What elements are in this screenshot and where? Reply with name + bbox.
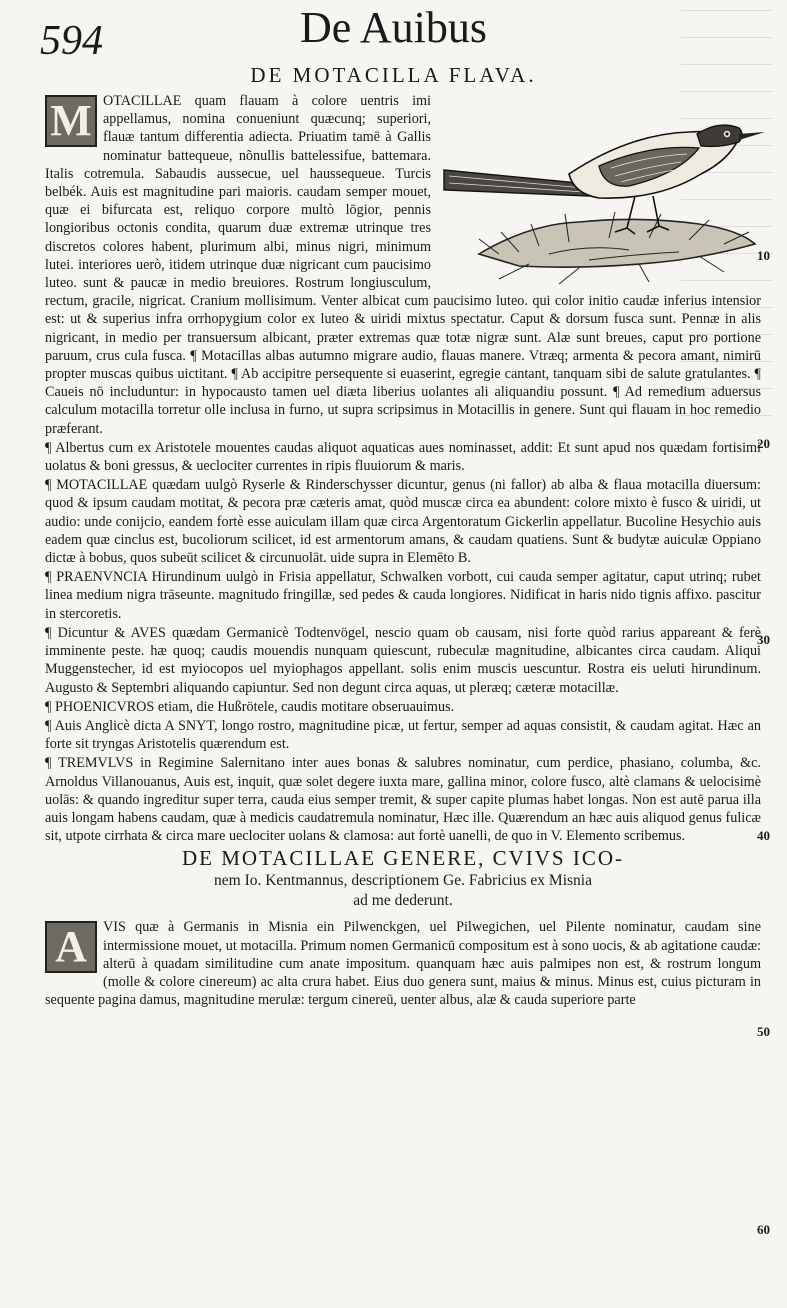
paragraph: ¶ Auis Anglicè dicta A SNYT, longo rostro, magnitudine picæ, ut fertur, semper ad aquas consistit, & caudam agitat. Hæc an forte sit tryngas Aristotelis quærendum est. bbox=[45, 717, 761, 753]
paragraph-text: VIS quæ à Germanis in Misnia ein Pilwenckgen, uel Pilwegichen, uel Pilente nominatur, caudam sine intermissione mouet, ut motacilla. Primum nomen Germanicū compositum est à sono uocis, & ab agitatione caudæ: alterū à quadam similitudine cum anate impositum. quanquam hæc auis palmipes non est, & rostrum longum (molle & colore cinereum) ac alta crura habet. Eius duo genera sunt, maius & minus. Minus est, cuius picturam in sequente pagina damus, magnitudine merulæ: tergum cinereū, uenter albus, alæ & cauda superiore parte bbox=[45, 919, 761, 1009]
wagtail-bird-woodcut-icon bbox=[439, 104, 769, 286]
paragraph: ¶ MOTACILLAE quædam uulgò Ryserle & Rinderschysser dicuntur, genus (ni fallor) ab alba & flaua motacilla diuersum: quod & ipsum caudam motitat, & pecora præ cæteris amat, quòd muscæ circa ea abundent: colore mixto è fusco & uiridi, ut audio: unde conijcio, eandem fortè esse auiculam illam quæ circa Argentoratum Gickerlin appellatur. Bucoline Hesychio auis eadem quæ cinclus est, bucoliorum scilicet, id est armentorum amans, & caudam quatiens. Sunt & budytæ auiculæ Oppiano dictæ à bobus, quos subeūt scilicet & circunuolāt. uide supra in Elemēto B. bbox=[45, 477, 761, 567]
section-heading-line: nem Io. Kentmannus, descriptionem Ge. Fabricius ex Misnia bbox=[214, 872, 592, 890]
section-heading-line: ad me dederunt. bbox=[353, 892, 453, 910]
paragraph: ¶ Albertus cum ex Aristotele mouentes caudas aliquot aquaticas aues nominasset, addit: Et sunt apud nos quædam fortisimi uolatus & boni gressus, & ueclociter currentes in ripis fluuiorum & maris. bbox=[45, 439, 761, 475]
paragraph: ¶ PHOENICVROS etiam, die Hußrötele, caudis motitare obseruauimus. bbox=[45, 698, 455, 715]
paragraph-text: OTACILLAE quam flauam à colore uentris imi appellamus, nomina conueniunt quæcunq; superiori, flauæ tantum differentia adiecta. Priuatim tamē à Gallis nominatur battequeue, nõnullis battelessifue, battemara. Italis cotremula. Sabaudis aussecue, uel haussequeue. Turcis belbék. Auis est magnitudine pari maioris. caudam semper mouet, quæ ei bifurcata est, reliquo corpore multò lōgior, pennis longioribus octonis condita, quarum duæ extremæ utrinque tres discretos colores habent, plurimum albi, minus nigri, minimum lutei. interiores uerò, itidem utrinque duæ nigricant cum paucisimo luteo. sunt & paucæ in medio breuiores. Rostrum longiusculum, rectum, gracile, nigricat. Cranium mollisimum. Venter albicat cum paucisimo luteo. qui color initio caudæ inferius intensior est: ut & superius infra orrhopygium color ex luteo & uiridi mixtus spectatur. Caput & dorsum fusca sunt. Pennæ in alis nigricant, in medio per transuersum albicant, præter extremas quæ totæ nigræ sunt. Alæ sunt breues, caput pro portione paruum, crus cula fusca. ¶ Motacillas albas autumno migrare audio, flauas manere. Vtræq; armenta & pecora amant, nimirū propter muscas quibus uictitant. ¶ Ab accipitre persequente si euaserint, egregie cantant, tanquam sibi de salute gratulantes. ¶ Caueis nō includuntur: in hypocausto tamen uel diæta liberius uolantes ali aliquandiu possunt. ¶ Ad remedium aduersus calculum motacilla torretur olle inclusa in furno, ut supra scripsimus in Motacillis in genere. Sunt qui flauam in hoc remedio præferant. bbox=[45, 93, 761, 437]
margin-line-number: 20 bbox=[757, 436, 770, 451]
section-heading bbox=[45, 846, 761, 910]
margin-line-number: 40 bbox=[757, 828, 770, 843]
paragraph: ¶ PRAENVNCIA Hirundinum uulgò in Frisia appellatur, Schwalken vorbott, cui cauda semper agitatur, caput utrinq; rubet linea medium nigra trāseunte. magnitudo fringillæ, sed pedes & cauda longiores. Nidificat in haris nido tignis affixo. pascitur in stercoretis. bbox=[45, 569, 761, 622]
margin-line-number: 60 bbox=[757, 1222, 770, 1237]
margin-line-number: 50 bbox=[757, 1024, 770, 1039]
paragraph: ¶ Dicuntur & AVES quædam Germanicè Todtenvögel, nescio quam ob causam, nisi forte quòd rarius appareant & ferè imminente peste. hæ quoq; caudis mouendis nunquam quiescunt, rubeculæ magnitudine, albicantes circa caudam. Aliqui Muggenstecher, id est myiocopos uel myiophagos appellant. solis enim muscis uescuntur. Rostra eis ueluti hirundinum. Augusto & Septembri aliquando capiuntur. Sed non degunt circa aquas, ut pleræq; cæteræ motacillæ. bbox=[45, 624, 761, 696]
decorated-initial-m: M bbox=[45, 95, 97, 147]
section-motacilla-flava bbox=[45, 92, 761, 438]
paragraph: ¶ TREMVLVS in Regimine Salernitano inter aues bonas & salubres nominatur, cum perdice, phasiano, columba, &c. Arnoldus Villanouanus, Auis est, inquit, quæ solet degere iuxta mare, gallina minor, colore fusco, altè clamans & uelocisimè uolās: & quando ingreditur super terra, cauda eius semper tremit, & super capite plumas habet longas. Non est autē parua illa auis longam habens caudam, quæ à medicis caudatremula nominatur, Hæc ille. Quærendum an hæc auis aliquod genus fulicæ sit, utpote cirrhata & circa mare ueclociter uolans & clamosa: aut fortè uanelli, de quo in V. Elemento scribemus. bbox=[45, 755, 761, 845]
paragraph bbox=[45, 918, 761, 1009]
main-text bbox=[45, 92, 761, 1010]
chapter-title: DE MOTACILLA FLAVA. bbox=[250, 63, 537, 87]
margin-line-number: 10 bbox=[757, 248, 770, 263]
page-header bbox=[0, 0, 787, 87]
decorated-initial-a: A bbox=[45, 921, 97, 973]
section-heading-line: DE MOTACILLAE GENERE, CVIVS ICO- bbox=[181, 846, 625, 871]
page-number: 594 bbox=[40, 18, 103, 64]
running-title: De Auibus bbox=[300, 3, 487, 52]
margin-line-number: 30 bbox=[757, 632, 770, 647]
